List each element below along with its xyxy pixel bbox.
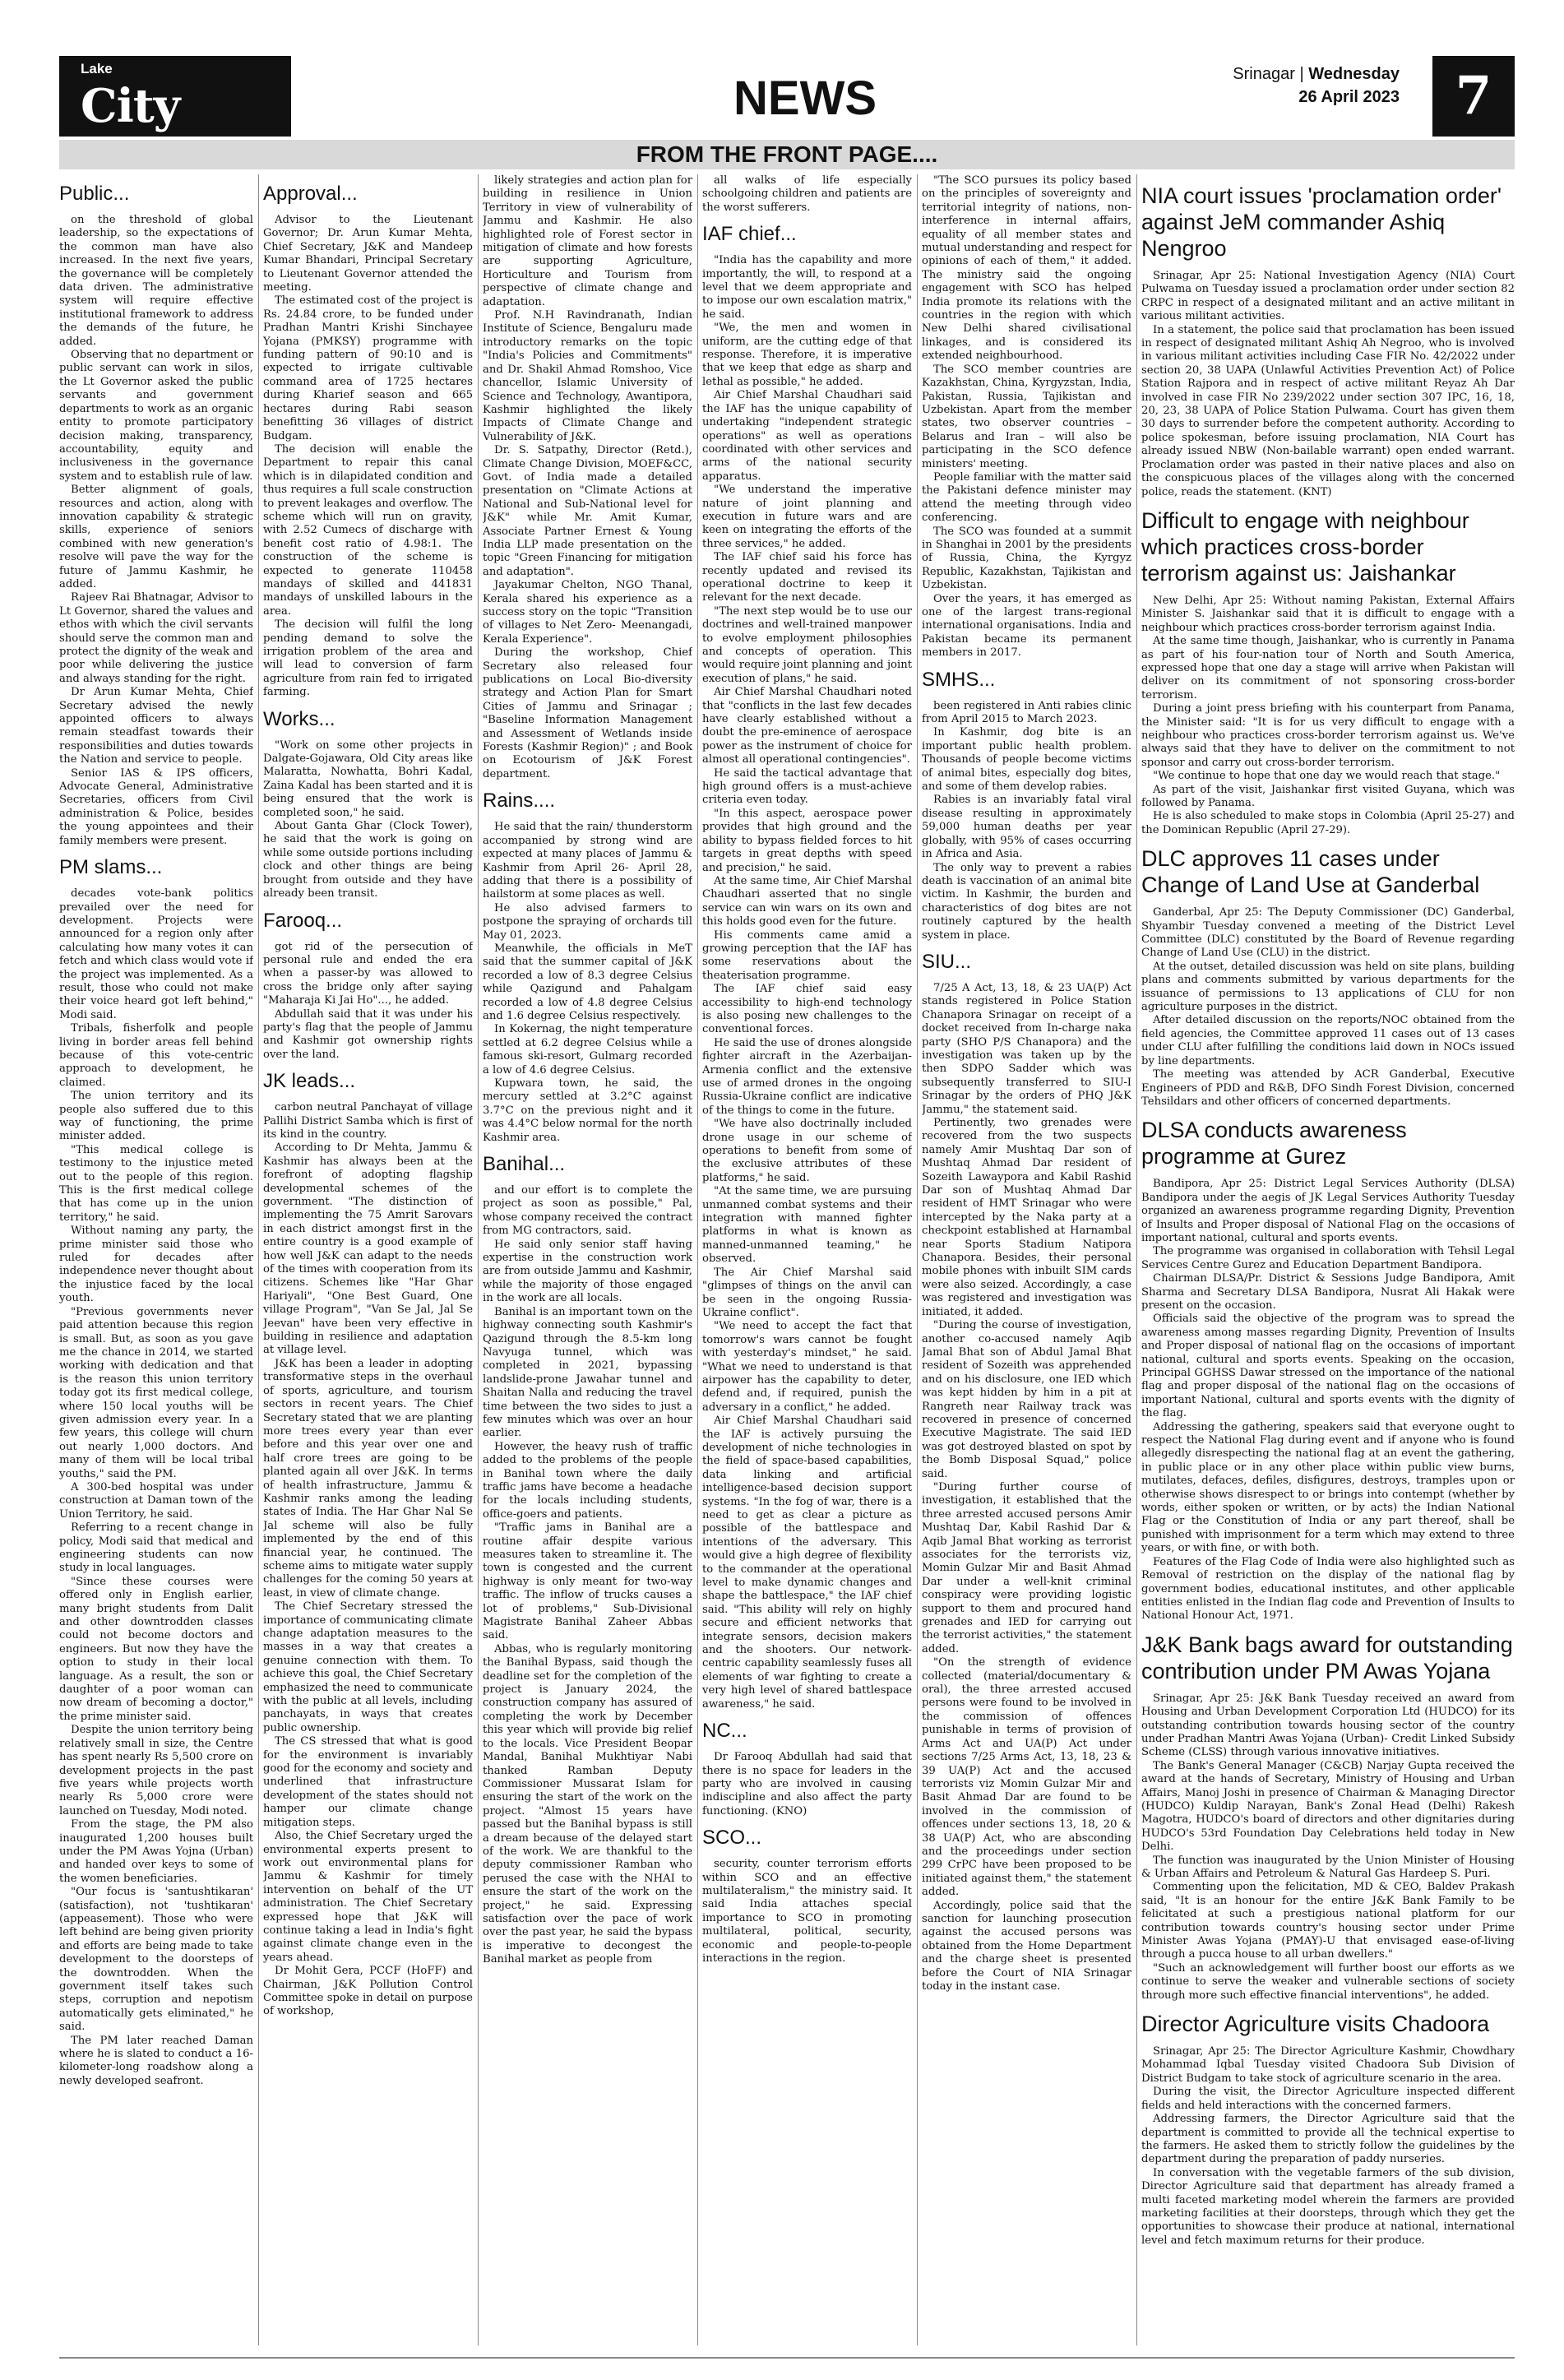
paragraph: "Since these courses were offered only in English earlier, many bright students from Dalit and other downtrodden classes could not become doctors and engineers. But now they have the option to study in their local language. As a result, the son or daughter of a poor woman can now dream of becoming a doctor," the prime minister said. <box>59 1575 253 1723</box>
paragraph: "The next step would be to use our doctrines and well-trained manpower to evolve employment philosophies and concepts of operation. This would require joint planning and joint execution of plans," he said. <box>702 604 912 685</box>
paragraph: However, the heavy rush of traffic added to the problems of the people in Banihal town where the daily traffic jams have become a headache for the locals including students, office-goers and patients. <box>483 1440 692 1521</box>
paragraph: Meanwhile, the officials in MeT said that the summer capital of J&K recorded a low of 8.3 degree Celsius while Qazigund and Pahalgam recorded a low of 4.8 degree Celsius and 1.6 degree Celsius respectively. <box>483 942 692 1022</box>
paragraph: got rid of the persecution of personal rule and ended the era when a passer-by was allowed to cross the bridge only after saying "Maharaja Ki Jai Ho"..., he added. <box>263 940 473 1007</box>
paragraph: Abbas, who is regularly monitoring the Banihal Bypass, said though the deadline set for the completion of the project is January 2024, the construction company has assured of completing the work by December this year which will provide big relief to the locals. Vice President Beopar Mandal, Banihal Mukhtiyar Nabi thanked Ramban Deputy Commissioner Mussarat Islam for ensuring the start of the work on the project. "Almost 15 years have passed but the Banihal bypass is still a dream because of the delayed start of the work. We are thankful to the deputy commissioner Ramban who perused the case with the NHAI to ensure the start of the work on the project," he said. Expressing satisfaction over the pace of work over the past year, he said the bypass is imperative to decongest the Banihal market as people from <box>483 1642 692 1966</box>
paragraph: been registered in Anti rabies clinic from April 2015 to March 2023. <box>922 699 1131 726</box>
paragraph: Over the years, it has emerged as one of the largest trans-regional international organisations. India and Pakistan became its permanent members in 2017. <box>922 592 1131 660</box>
banner-text: FROM THE FRONT PAGE.... <box>636 141 938 167</box>
dateline-city: Srinagar <box>1233 65 1295 83</box>
paragraph: "Previous governments never paid attention because this region is small. But, as soon as you gave me the chance in 2014, we started working with dedication and that is the reason this union territory today got its first medical college, where 150 local youths will be given admission every year. In a few years, this college will churn out nearly 1,000 doctors. And many of them will be local tribal youths," said the PM. <box>59 1305 253 1480</box>
paragraph: The decision will fulfil the long pending demand to solve the irrigation problem of the area and will lead to conversion of farm agriculture from rain fed to irrigated farming. <box>263 618 473 699</box>
article-heading: SMHS... <box>922 668 996 691</box>
paragraph: "We understand the imperative nature of joint planning and execution in future wars and are keen on integrating the efforts of the three services," he added. <box>702 484 912 550</box>
front-page-banner <box>59 140 1515 169</box>
paragraph: Officials said the objective of the program was to spread the awareness among masses regarding Dignity, Prevention of Insults and Proper disposal of national flag on the occasions of important national, cultural and sports events. Speaking on the occasion, Principal GGHSS Dawar stressed on the importance of the national flag and proper disposal of the national flag on the occasions of important National, cultural and sports events with the dignity of the flag. <box>1141 1313 1515 1420</box>
column-divider <box>478 174 479 2345</box>
paragraph: on the threshold of global leadership, so the expectations of the common man have also increased. In the next five years, the governance will be completely data driven. The administrative system will require effective institutional framework to address the demands of the future, he added. <box>59 214 253 348</box>
paragraph: "During the course of investigation, another co-accused namely Aqib Jamal Bhat son of Abdul Jamal Bhat resident of Sozeith was apprehended and on his disclosure, one IED which was kept hidden by him in a pit at Rangreth near Railway track was recovered in presence of concerned Executive Magistrate. The said IED was got destroyed blasted on spot by the Bomb Disposal Squad," police said. <box>922 1319 1131 1480</box>
paragraph: The PM later reached Daman where he is slated to conduct a 16-kilometer-long roadshow along a newly developed seafront. <box>59 2034 253 2087</box>
column-3 <box>483 174 692 2345</box>
column-divider <box>258 174 259 2345</box>
paragraph: He also advised farmers to postpone the spraying of orchards till May 01, 2023. <box>483 901 692 942</box>
paragraph: security, counter terrorism efforts within SCO and an effective multilateralism," the ministry said. It said India attaches special importance to SCO in promoting multilateral, political, security, economic and people-to-people interactions in the region. <box>702 1858 912 1965</box>
paragraph: The CS stressed that what is good for the environment is invariably good for the economy and society and underlined that infrastructure development of the states should not hamper our climate change mitigation steps. <box>263 1735 473 1829</box>
paragraph: Jayakumar Chelton, NGO Thanal, Kerala shared his experience as a success story on the topic "Transition of villages to Net Zero- Meenangadi, Kerala Experience". <box>483 579 692 646</box>
paragraph: Srinagar, Apr 25: J&K Bank Tuesday received an award from Housing and Urban Development Corporation Ltd (HUDCO) for its outstanding contribution towards housing sector of the country under Pradhan Mantri Awas Yojana (Urban)- Credit Linked Subsidy Scheme (CLSS) through various innovative initiatives. <box>1141 1692 1515 1759</box>
dateline: Srinagar | Wednesday 26 April 2023 <box>1233 65 1400 106</box>
paragraph: "This medical college is testimony to the injustice meted out to the people of this region. This is the first medical college that has come up in the union territory," he said. <box>59 1143 253 1224</box>
article-heading: Approval... <box>263 183 358 205</box>
article-heading: PM slams... <box>59 856 163 879</box>
paragraph: "In this aspect, aerospace power provides that high ground and the ability to bypass fielded forces to hit targets in great depths with speed and precision," he said. <box>702 807 912 874</box>
section-title: NEWS <box>733 72 877 125</box>
paragraph: Kupwara town, he said, the mercury settled at 3.2°C against 3.7°C on the previous night and it was 4.4°C below normal for the north Kashmir area. <box>483 1077 692 1144</box>
paragraph: At the same time, Air Chief Marshal Chaudhari asserted that no single service can win wars on its own and this holds good even for the future. <box>702 874 912 928</box>
paragraph: The estimated cost of the project is Rs. 24.84 crore, to be funded under Pradhan Mantri Krishi Sinchayee Yojana (PMKSY) programme with funding pattern of 90:10 and is expected to irrigate cultivable command area of 1725 hectares during Kharief season and 665 hectares during Rabi season benefitting 36 villages of district Budgam. <box>263 294 473 442</box>
article-heading: DLC approves 11 cases under Change of Land Use at Ganderbal <box>1141 846 1480 898</box>
column-2 <box>263 174 473 2345</box>
paragraph: The Bank's General Manager (C&CB) Narjay Gupta received the award at the hands of Secretary, Ministry of Housing and Urban Affairs, Manoj Joshi in presence of Chairman & Managing Director (HUDCO) Kuldip Narayan, Bank's Zonal Head (Delhi) Rakesh Magotra, HUDCO's board of directors and other dignitaries during HUDCO's 53rd Foundation Day Celebrations held today in New Delhi. <box>1141 1759 1515 1854</box>
paragraph: Dr. S. Satpathy, Director (Retd.), Climate Change Division, MOEF&CC, Govt. of India made a detailed presentation on "Climate Actions at National and Sub-National level for J&K" while Mr. Amit Kumar, Associate Partner Ernest & Young India LLP made presentation on the topic "Green Financing for mitigation and adaptation". <box>483 444 692 578</box>
paragraph: He said that the rain/ thunderstorm accompanied by strong wind are expected at many places of Jammu & Kashmir from April 26- April 28, adding that there is a possibility of hailstorm at some places as well. <box>483 821 692 901</box>
article-heading: DLSA conducts awareness programme at Gurez <box>1141 1118 1407 1169</box>
page-number: 7 <box>1432 56 1515 137</box>
paragraph: He said the tactical advantage that high ground offers is a must-achieve criteria even today. <box>702 766 912 807</box>
paragraph: In Kokernag, the night temperature settled at 6.2 degree Celsius while a famous ski-resort, Gulmarg recorded a low of 4.6 degree Celsius. <box>483 1023 692 1077</box>
paragraph: Pertinently, two grenades were recovered from the two suspects namely Amir Mushtaq Dar son of Mushtaq Ahmad Dar resident of Sozeith Lawaypora and Kabil Rashid Dar son of Mushtaq Ahmad Dar resident of HMT Srinagar who were intercepted by the Naka party at a checkpoint established at Harnambal near Sports Stadium Natipora Chanapora. Besides, their personal mobile phones with inbuilt SIM cards were also seized. Accordingly, a case was registered and investigation was initiated, it added. <box>922 1117 1131 1318</box>
paragraph: Dr Mohit Gera, PCCF (HoFF) and Chairman, J&K Pollution Control Committee spoke in detail on purpose of workshop, <box>263 1965 473 2018</box>
article-heading: J&K Bank bags award for outstanding contribution under PM Awas Yojana <box>1141 1632 1513 1683</box>
paragraph: In Kashmir, dog bite is an important public health problem. Thousands of people become victims of animal bites, especially dog bites, and some of them develop rabies. <box>922 726 1131 794</box>
column-divider <box>697 174 698 2345</box>
paragraph: The decision will enable the Department to repair this canal which is in dilapidated condition and thus requires a full scale construction to prevent leakages and overflow. The scheme which will run on gravity, with 2.52 Cumecs of discharge with benefit cost ratio of 4.98:1. The construction of the scheme is expected to generate 110458 mandays of skilled and 441831 mandays of unskilled labours in the area. <box>263 442 473 618</box>
paragraph: He said the use of drones alongside fighter aircraft in the Azerbaijan-Armenia conflict and the extensive use of armed drones in the ongoing Russia-Ukraine conflict are indicative of the things to come in the future. <box>702 1036 912 1117</box>
paragraph: New Delhi, Apr 25: Without naming Pakistan, External Affairs Minister S. Jaishankar said that it is difficult to engage with a neighbour which practices cross-border terrorism against India. <box>1141 594 1515 634</box>
paragraph: Prof. N.H Ravindranath, Indian Institute of Science, Bengaluru made introductory remarks on the topic "India's Policies and Commitments" and Dr. Shakil Ahmad Romshoo, Vice chancellor, Islamic University of Science and Technology, Awantipora, Kashmir highlighted the likely Impacts of Climate Change and Vulnerability of J&K. <box>483 309 692 443</box>
paragraph: Advisor to the Lieutenant Governor; Dr. Arun Kumar Mehta, Chief Secretary, J&K and Mandeep Kumar Bhandari, Principal Secretary to Lieutenant Governor attended the meeting. <box>263 214 473 294</box>
paragraph: People familiar with the matter said the Pakistani defence minister may attend the meeting through video conferencing. <box>922 470 1131 525</box>
paragraph: Dr Farooq Abdullah had said that there is no space for leaders in the party who are involved in causing indiscipline and also affect the party functioning. (KNO) <box>702 1751 912 1817</box>
article-heading: SCO... <box>702 1827 762 1850</box>
paragraph: "Traffic jams in Banihal are a routine affair despite various measures taken to streamline it. The town is congested and the current highway is only meant for two-way traffic. The inflow of trucks causes a lot of problems," Sub-Divisional Magistrate Banihal Zaheer Abbas said. <box>483 1521 692 1642</box>
paragraph: Air Chief Marshal Chaudhari noted that "conflicts in the last few decades have clearly established without a doubt the pre-eminence of aerospace power as the instrument of choice for almost all operational contingencies". <box>702 686 912 766</box>
paragraph: At the same time though, Jaishankar, who is currently in Panama as part of his four-nation tour of North and South America, expressed hope that one day a stage will arrive when Pakistan will deliver on its commitment of not sponsoring cross-border terrorism. <box>1141 635 1515 701</box>
paragraph: During a joint press briefing with his counterpart from Panama, the Minister said: "It is for us very difficult to engage with a neighbour who practices cross-border terrorism against us. We've always said that they have to deliver on the commitment to not sponsor and carry out cross-border terrorism. <box>1141 702 1515 769</box>
column-divider <box>1136 174 1137 2345</box>
column-divider <box>917 174 918 2345</box>
paragraph: The IAF chief said easy accessibility to high-end technology is also posing new challenges to the conventional forces. <box>702 983 912 1036</box>
logo-small-text: Lake <box>81 61 113 76</box>
paragraph: The union territory and its people also suffered due to this way of functioning, the prime minister added. <box>59 1090 253 1143</box>
dateline-day: Wednesday <box>1308 65 1400 83</box>
paragraph: The only way to prevent a rabies death is vaccination of an animal bite victim. In Kashmir, the burden and characteristics of dog bites are not routinely captured by the health system in place. <box>922 861 1131 942</box>
article-heading: Farooq... <box>263 909 343 932</box>
paragraph: carbon neutral Panchayat of village Pallihi District Samba which is first of its kind in the country. <box>263 1101 473 1141</box>
article-heading: NC... <box>702 1720 747 1743</box>
paragraph: The function was inaugurated by the Union Minister of Housing & Urban Affairs and Petroleum & Natural Gas Hardeep S. Puri. <box>1141 1854 1515 1880</box>
paragraph: Without naming any party, the prime minister said those who ruled for decades after independence never thought about the injustice faced by the local youth. <box>59 1225 253 1305</box>
article-heading: JK leads... <box>263 1070 356 1093</box>
article-heading: SIU... <box>922 950 972 973</box>
paragraph: likely strategies and action plan for building in resilience in Union Territory in view of vulnerability of Jammu and Kashmir. He also highlighted role of Forest sector in mitigation of climate and how forests are supporting Agriculture, Horticulture and Tourism from perspective of climate change and adaptation. <box>483 174 692 308</box>
paragraph: Chairman DLSA/Pr. District & Sessions Judge Bandipora, Amit Sharma and Secretary DLSA Bandipora, Nusrat Ali Hakak were present on the occasion. <box>1141 1272 1515 1312</box>
paragraph: As part of the visit, Jaishankar first visited Guyana, which was followed by Panama. <box>1141 783 1515 809</box>
paragraph: His comments came amid a growing perception that the IAF has some reservations about the theaterisation programme. <box>702 928 912 982</box>
paragraph: Rabies is an invariably fatal viral disease resulting in approximately 59,000 human deaths per year globally, with 95% of cases occurring in Africa and Asia. <box>922 794 1131 861</box>
paragraph: "During further course of investigation, it established that the three arrested accused persons Amir Mushtaq Dar, Kabil Rashid Dar & Aqib Jamal Bhat working as terrorist associates for the terrorists viz, Momin Gulzar Mir and Basit Ahmad Dar under a well-knit criminal conspiracy were providing logistic support to them and procured hand grenades and IED for carrying out the terrorist activities," the statement added. <box>922 1480 1131 1655</box>
article-heading: Director Agriculture visits Chadoora <box>1141 2012 1490 2037</box>
paragraph: Air Chief Marshal Chaudhari said the IAF is actively pursuing the development of niche technologies in the field of space-based capabilities, data linking and artificial intelligence-based decision support systems. "In the fog of war, there is a need to get as clear a picture as possible of the battlespace and intentions of the adversary. This would give a high degree of flexibility to the commander at the operational level to make dynamic changes and shape the battlespace," the IAF chief said. "This ability will rely on highly secure and efficient networks that integrate sensors, decision makers and the shooters. Our network-centric capability seamlessly fuses all elements of war fighting to create a very high level of shared battlespace awareness," he said. <box>702 1415 912 1711</box>
article-heading: NIA court issues 'proclamation order' against JeM commander Ashiq Nengroo <box>1141 183 1502 261</box>
paragraph: "Such an acknowledgement will further boost our efforts as we continue to serve the weaker and vulnerable sections of society through more such effective financial interventions", he added. <box>1141 1961 1515 2002</box>
paragraph: all walks of life especially schoolgoing children and patients are the worst sufferers. <box>702 174 912 214</box>
article-heading: IAF chief... <box>702 223 797 246</box>
article-heading: Works... <box>263 707 335 730</box>
paragraph: Srinagar, Apr 25: National Investigation Agency (NIA) Court Pulwama on Tuesday issued a proclamation order under section 82 CRPC in respect of a designated militant and an active militant in various militant activities. <box>1141 270 1515 323</box>
paragraph: Despite the union territory being relatively small in size, the Centre has spent nearly Rs 5,500 crore on development projects in the past five years while projects worth nearly Rs 5,000 crore were launched on Tuesday, Modi noted. <box>59 1724 253 1817</box>
paragraph: 7/25 A Act, 13, 18, & 23 UA(P) Act stands registered in Police Station Chanapora Srinagar on receipt of a docket received from In-charge naka party (SHO P/S Chanapora) and the investigation was taken up by the then SDPO Sadder which was subsequently transferred to SIU-I Srinagar by the orders of PHQ J&K Jammu," the statement said. <box>922 981 1131 1116</box>
paragraph: Addressing farmers, the Director Agriculture said that the department is committed to provide all the technical expertise to the farmers. He asked them to strictly follow the guidelines by the department during the preparation of paddy nurseries. <box>1141 2113 1515 2166</box>
paragraph: Accordingly, police said that the sanction for launching prosecution against the accused persons was obtained from the Home Department and the charge sheet is presented before the Court of NIA Srinagar today in the instant case. <box>922 1899 1131 1993</box>
paragraph: Features of the Flag Code of India were also highlighted such as Removal of restriction on the display of the national flag by government bodies, educational institutes, and other applicable entities enlisted in the Indian flag code and Prevention of Insults to National Honour Act, 1971. <box>1141 1555 1515 1623</box>
paragraph: Bandipora, Apr 25: District Legal Services Authority (DLSA) Bandipora under the aegis of JK Legal Services Authority Tuesday organized an awareness programme regarding Dignity, Prevention of Insults and Proper disposal of National Flag on the occasions of important national, cultural and sports events. <box>1141 1178 1515 1244</box>
paragraph: Rajeev Rai Bhatnagar, Advisor to Lt Governor, shared the values and ethos with which the civil servants should serve the common man and protect the dignity of the weak and poor while delivering the justice and always standing for the right. <box>59 591 253 685</box>
bottom-rule <box>59 2357 1515 2359</box>
newspaper-logo[interactable] <box>59 56 291 137</box>
paragraph: Referring to a recent change in policy, Modi said that medical and engineering students can now study in local languages. <box>59 1521 253 1575</box>
logo-big-text: City <box>81 79 180 133</box>
paragraph: At the outset, detailed discussion was held on site plans, building plans and comments submitted by various departments for the issuance of permissions to 13 applications of CLU for non agriculture purposes in the district. <box>1141 960 1515 1014</box>
paragraph: Observing that no department or public servant can work in silos, the Lt Governor asked the public servants and government departments to work as an organic entity to promote participatory decision making, transparency, accountability, equity and inclusiveness in the governance system and to establish rule of law. <box>59 349 253 483</box>
paragraph: Addressing the gathering, speakers said that everyone ought to respect the National Flag during event and if anyone who is found allegedly disrespecting the national flag at an event the gathering, in public place or in any other place within public view burns, mutilates, defaces, defiles, disfigures, destroys, tramples upon or otherwise shows disrespect to or brings into contempt (whether by words, either spoken or written, or by acts) the Indian National Flag or the Constitution of India or any part thereof, shall be punished with imprisonment for a term which may extend to three years, or with fine, or with both. <box>1141 1420 1515 1555</box>
article-heading: Difficult to engage with neighbour which practices cross-border terrorism against us: Jaishankar <box>1141 507 1469 586</box>
paragraph: and our effort is to complete the project as soon as possible," Pal, whose company received the contract from MG contractors, said. <box>483 1184 692 1238</box>
paragraph: decades vote-bank politics prevailed over the need for development. Projects were announced for a region only after calculating how many votes it can fetch and which class would vote if the project was implemented. As a result, those who could not make their voice heard got left behind," Modi said. <box>59 887 253 1021</box>
paragraph: About Ganta Ghar (Clock Tower), he said that the work is going on while some outside portions including clock and other things are being brought from outside and they have already been transit. <box>263 820 473 901</box>
column-1 <box>59 174 253 2345</box>
paragraph: The SCO was founded at a summit in Shanghai in 2001 by the presidents of Russia, China, the Kyrgyz Republic, Kazakhstan, Tajikistan and Uzbekistan. <box>922 525 1131 592</box>
paragraph: "The SCO pursues its policy based on the principles of sovereignty and territorial integrity of nations, non-interference in internal affairs, equality of all member states and mutual understanding and respect for opinions of each of them," it added. The ministry said the ongoing engagement with SCO has helped India promote its relations with the countries in the region with which New Delhi shared civilisational linkages, and is considered its extended neighbourhood. <box>922 174 1131 363</box>
paragraph: From the stage, the PM also inaugurated 1,200 houses built under the PM Awas Yojna (Urban) and handed over keys to some of the women beneficiaries. <box>59 1818 253 1885</box>
paragraph: Tribals, fisherfolk and people living in border areas fell behind because of this vote-centric approach to development, he claimed. <box>59 1022 253 1089</box>
paragraph: Banihal is an important town on the highway connecting south Kashmir's Qazigund through the 8.5-km long Navyuga tunnel, which was completed in 2021, bypassing landslide-prone Jawahar tunnel and Shaitan Nalla and reducing the travel time between the two sides to just a few minutes which was over an hour earlier. <box>483 1305 692 1440</box>
column-4 <box>702 174 912 2345</box>
paragraph: He said only senior staff having expertise in the construction work are from outside Jammu and Kashmir, while the majority of those engaged in the work are all locals. <box>483 1238 692 1305</box>
paragraph: "At the same time, we are pursuing unmanned combat systems and their integration with manned fighter platforms in what is known as manned-unmanned teaming," he observed. <box>702 1185 912 1266</box>
paragraph: Also, the Chief Secretary urged the environmental experts present to work out environmental plans for Jammu & Kashmir for timely intervention on behalf of the UT administration. The Chief Secretary expressed hope that J&K will continue taking a lead in India's fight against climate change even in the years ahead. <box>263 1830 473 1964</box>
paragraph: Air Chief Marshal Chaudhari said the IAF has the unique capability of undertaking "independent strategic operations" as well as operations coordinated with other services and arms of the national security apparatus. <box>702 389 912 483</box>
paragraph: According to Dr Mehta, Jammu & Kashmir has always been at the forefront of adopting flagship developmental schemes of the government. "The distinction of implementing the 75 Amrit Sarovars in each district amongst first in the entire country is a good example of how well J&K can adapt to the needs of the times with cooperation from its citizens. Schemes like "Har Ghar Hariyali", "One Best Guard, One village Program", "Van Se Jal, Jal Se Jeevan" have been very effective in building in resilience and adaptation at village level. <box>263 1141 473 1357</box>
paragraph: In conversation with the vegetable farmers of the sub division, Director Agriculture said that department has already framed a multi faceted marketing model wherein the farmers are provided marketing facilities at their doorsteps, through which they get the opportunities to showcase their produce at national, international level and fetch maximum returns for their produce. <box>1141 2166 1515 2247</box>
paragraph: Ganderbal, Apr 25: The Deputy Commissioner (DC) Ganderbal, Shyambir Tuesday convened a meeting of the District Level Committee (DLC) constituted by the Board of Revenue regarding Change of Land Use (CLU) in the district. <box>1141 906 1515 960</box>
article-heading: Rains.... <box>483 789 556 813</box>
paragraph: "Work on some other projects in Dalgate-Gojawara, Old City areas like Malaratta, Nowhatta, Bohri Kadal, Zaina Kadal has been started and it is being ensured that the work is completed soon," he said. <box>263 739 473 819</box>
paragraph: "We, the men and women in uniform, are the cutting edge of that response. Therefore, it is imperative that we keep that edge as sharp and lethal as possible," he added. <box>702 322 912 388</box>
paragraph: Abdullah said that it was under his party's flag that the people of Jammu and Kashmir got ownership rights over the land. <box>263 1007 473 1061</box>
paragraph: During the visit, the Director Agriculture inspected different fields and held interactions with the concerned farmers. <box>1141 2086 1515 2112</box>
article-heading: Banihal... <box>483 1153 566 1176</box>
paragraph: Commenting upon the felicitation, MD & CEO, Baldev Prakash said, "It is an honour for the entire J&K Bank Family to be felicitated at such a prestigious national platform for our contribution towards country's housing sector under Prime Minister Awas Yojana (PMAY)-U that envisaged ease-of-living through a pucca house to all urban dwellers." <box>1141 1881 1515 1961</box>
paragraph: "We have also doctrinally included drone usage in our scheme of operations to benefit from some of the exclusive attributes of these platforms," he said. <box>702 1118 912 1184</box>
paragraph: "Our focus is 'santushtikaran' (satisfaction), not 'tushtikaran' (appeasement). Those who were left behind are being given priority and efforts are being made to take development to the doorsteps of the downtrodden. When the government itself takes such steps, corruption and nepotism automatically gets eliminated," he said. <box>59 1886 253 2034</box>
paragraph: In a statement, the police said that proclamation has been issued in respect of designated militant Ashiq Ah Negroo, who is involved in various militant activities including Case FIR No. 42/2022 under section 20, 38 UAPA (Unlawful Activities Prevention Act) of Police Station Rajpora and in respect of active militant Reyaz Ah Dar involved in case FIR No 239/2022 under section 307 IPC, 16, 18, 20, 23, 38 UAPA of Police Station Pulwama. Court has given them 30 days to surrender before the competent authority. According to police spokesman, before issuing proclamation, NIA Court has already issued NBW (Non-bailable warrant) open ended warrant. Proclamation order was pasted in their native places and also on the conspicuous places of the villages along with the concerned police, reads the statement. (KNT) <box>1141 323 1515 498</box>
paragraph: The SCO member countries are Kazakhstan, China, Kyrgyzstan, India, Pakistan, Russia, Tajikistan and Uzbekistan. Apart from the member states, two observer countries – Belarus and Iran – will also be participating in the SCO defence ministers' meeting. <box>922 363 1131 470</box>
paragraph: "We continue to hope that one day we would reach that stage." <box>1153 770 1501 783</box>
paragraph: He is also scheduled to make stops in Colombia (April 25-27) and the Dominican Republic (April 27-29). <box>1141 810 1515 836</box>
paragraph: "India has the capability and more importantly, the will, to respond at a level that we deem appropriate and to impose our own escalation matrix," he said. <box>702 254 912 321</box>
column-5 <box>922 174 1131 2345</box>
paragraph: Srinagar, Apr 25: The Director Agriculture Kashmir, Chowdhary Mohammad Iqbal Tuesday visited Chadoora Sub Division of District Budgam to take stock of agriculture scenario in the area. <box>1141 2045 1515 2085</box>
paragraph: The IAF chief said his force has recently updated and revised its operational doctrine to keep it relevant for the next decade. <box>702 551 912 604</box>
paragraph: Senior IAS & IPS officers, Advocate General, Administrative Secretaries, officers from Civil administration & Police, besides the young appointees and their family members were present. <box>59 766 253 847</box>
paragraph: The meeting was attended by ACR Ganderbal, Executive Engineers of PDD and R&B, DFO Sindh Forest Division, concerned Tehsildars and other officers of concerned departments. <box>1141 1068 1515 1108</box>
dateline-date: 26 April 2023 <box>1298 88 1400 106</box>
masthead <box>59 56 1515 138</box>
paragraph: J&K has been a leader in adopting transformative steps in the overhaul of sports, agriculture, and tourism sectors in recent years. The Chief Secretary stated that we are planting more trees every year than ever before and this year over one and half crore trees are going to be planted again all over J&K. In terms of health infrastructure, Jammu & Kashmir ranks among the leading states of India. The Har Ghar Nal Se Jal scheme will also be fully implemented by the end of this financial year, he continued. The scheme aims to mitigate water supply challenges for the coming 50 years at least, in view of climate change. <box>263 1357 473 1600</box>
paragraph: The programme was organised in collaboration with Tehsil Legal Services Centre Gurez and Education Department Bandipora. <box>1141 1245 1515 1271</box>
paragraph: The Air Chief Marshal said "glimpses of things on the anvil can be seen in the ongoing Russia-Ukraine conflict". <box>702 1266 912 1319</box>
paragraph: "On the strength of evidence collected (material/documentary & oral), the three arrested accused persons were found to be involved in the commission of offences punishable in terms of provision of Arms Act and UA(P) Act under sections 7/25 Arms Act, 13, 18, 23 & 39 UA(P) Act and the accused terrorists viz Momin Gulzar Mir and Basit Ahmad Dar are found to be involved in the commission of offences under sections 13, 18, 20 & 38 UA(P) Act, who are absconding and the proceedings under section 299 CrPC have been proposed to be initiated against them," the statement added. <box>922 1656 1131 1899</box>
paragraph: Dr Arun Kumar Mehta, Chief Secretary advised the newly appointed officers to always remain steadfast towards their responsibilities and duties towards the Nation and service to people. <box>59 686 253 766</box>
article-heading: Public... <box>59 183 130 205</box>
column-6 <box>1141 174 1515 2345</box>
paragraph: The Chief Secretary stressed the importance of communicating climate change adaptation measures to the masses in a way that creates a genuine connection with them. To achieve this goal, the Chief Secretary emphasized the need to communicate with the public at all levels, including panchayats, in ways that creates public ownership. <box>263 1600 473 1734</box>
paragraph: A 300-bed hospital was under construction at Daman town of the Union Territory, he said. <box>59 1480 253 1521</box>
paragraph: Better alignment of goals, resources and action, along with innovation capability & strategic skills, experience of seniors combined with new generation's resolve will pave the way for the future of Jammu Kashmir, he added. <box>59 484 253 590</box>
paragraph: "We need to accept the fact that tomorrow's wars cannot be fought with yesterday's mindset," he said. "What we need to understand is that airpower has the capability to deter, defend and, if required, punish the adversary in a conflict," he added. <box>702 1320 912 1414</box>
paragraph: After detailed discussion on the reports/NOC obtained from the field agencies, the Committee approved 11 cases out of 13 cases under CLU after fulfilling the conditions laid down in NOCs issued by line departments. <box>1141 1014 1515 1067</box>
paragraph: During the workshop, Chief Secretary also released four publications on Local Bio-diversity strategy and Action Plan for Smart Cities of Jammu and Srinagar ; "Baseline Information Management and Assessment of Wetlands inside Forests (Kashmir Region)" ; and Book on Ecotourism of J&K Forest department. <box>483 646 692 780</box>
